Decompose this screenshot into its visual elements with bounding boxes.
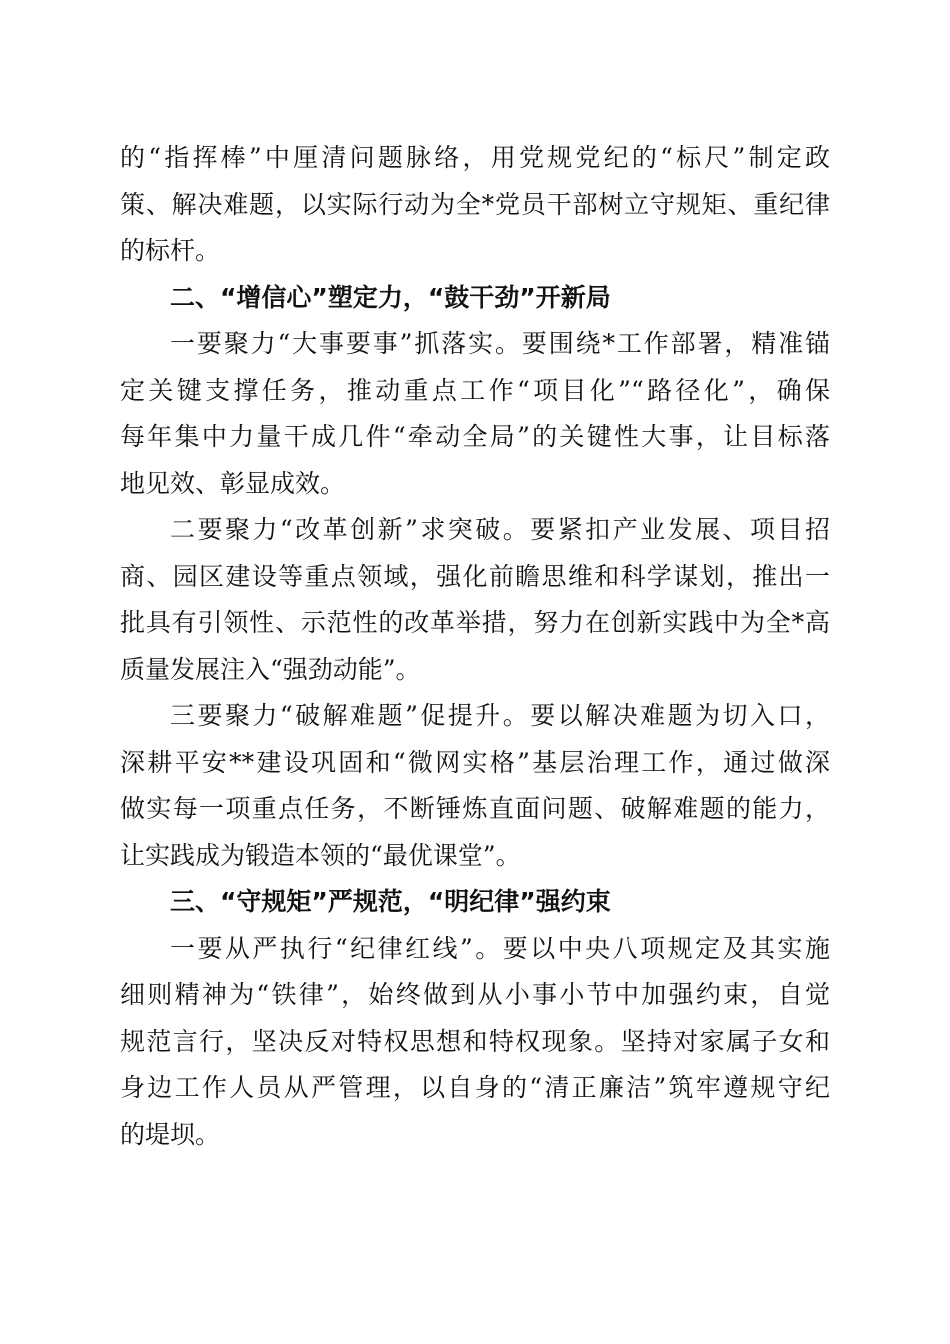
body-line: 商、园区建设等重点领域，强化前瞻思维和科学谋划，推出一 bbox=[120, 561, 830, 591]
body-line: 地见效、彰显成效。 bbox=[120, 468, 346, 498]
paragraph-first-line: 三要聚力“破解难题”促提升。要以解决难题为切入口， bbox=[170, 701, 830, 730]
body-line: 让实践成为锻造本领的“最优课堂”。 bbox=[120, 840, 521, 870]
body-line: 身边工作人员从严管理，以自身的“清正廉洁”筑牢遵规守纪 bbox=[120, 1073, 830, 1102]
body-line: 的“指挥棒”中厘清问题脉络，用党规党纪的“标尺”制定政 bbox=[120, 143, 830, 172]
body-line: 定关键支撑任务，推动重点工作“项目化”“路径化”，确保 bbox=[120, 375, 830, 405]
section-heading-2: 二、“增信心”塑定力，“鼓干劲”开新局 bbox=[170, 282, 611, 312]
body-line: 深耕平安**建设巩固和“微网实格”基层治理工作，通过做深 bbox=[120, 747, 830, 777]
paragraph-first-line: 一要从严执行“纪律红线”。要以中央八项规定及其实施 bbox=[170, 933, 830, 963]
body-line: 策、解决难题，以实际行动为全*党员干部树立守规矩、重纪律 bbox=[120, 189, 830, 219]
body-line: 细则精神为“铁律”，始终做到从小事小节中加强约束，自觉 bbox=[120, 980, 830, 1009]
body-line: 的标杆。 bbox=[120, 236, 221, 265]
body-line: 的堤坝。 bbox=[120, 1119, 221, 1149]
body-line: 每年集中力量干成几件“牵动全局”的关键性大事，让目标落 bbox=[120, 422, 830, 451]
body-line: 质量发展注入“强劲动能”。 bbox=[120, 654, 421, 684]
paragraph-first-line: 一要聚力“大事要事”抓落实。要围绕*工作部署，精准锚 bbox=[170, 329, 830, 358]
document-body bbox=[120, 135, 830, 1158]
body-line: 批具有引领性、示范性的改革举措，努力在创新实践中为全*高 bbox=[120, 608, 830, 637]
section-heading-3: 三、“守规矩”严规范，“明纪律”强约束 bbox=[170, 887, 611, 916]
body-line: 做实每一项重点任务，不断锤炼直面问题、破解难题的能力， bbox=[120, 794, 830, 823]
body-line: 规范言行，坚决反对特权思想和特权现象。坚持对家属子女和 bbox=[120, 1026, 830, 1056]
paragraph-first-line: 二要聚力“改革创新”求突破。要紧扣产业发展、项目招 bbox=[170, 515, 830, 544]
